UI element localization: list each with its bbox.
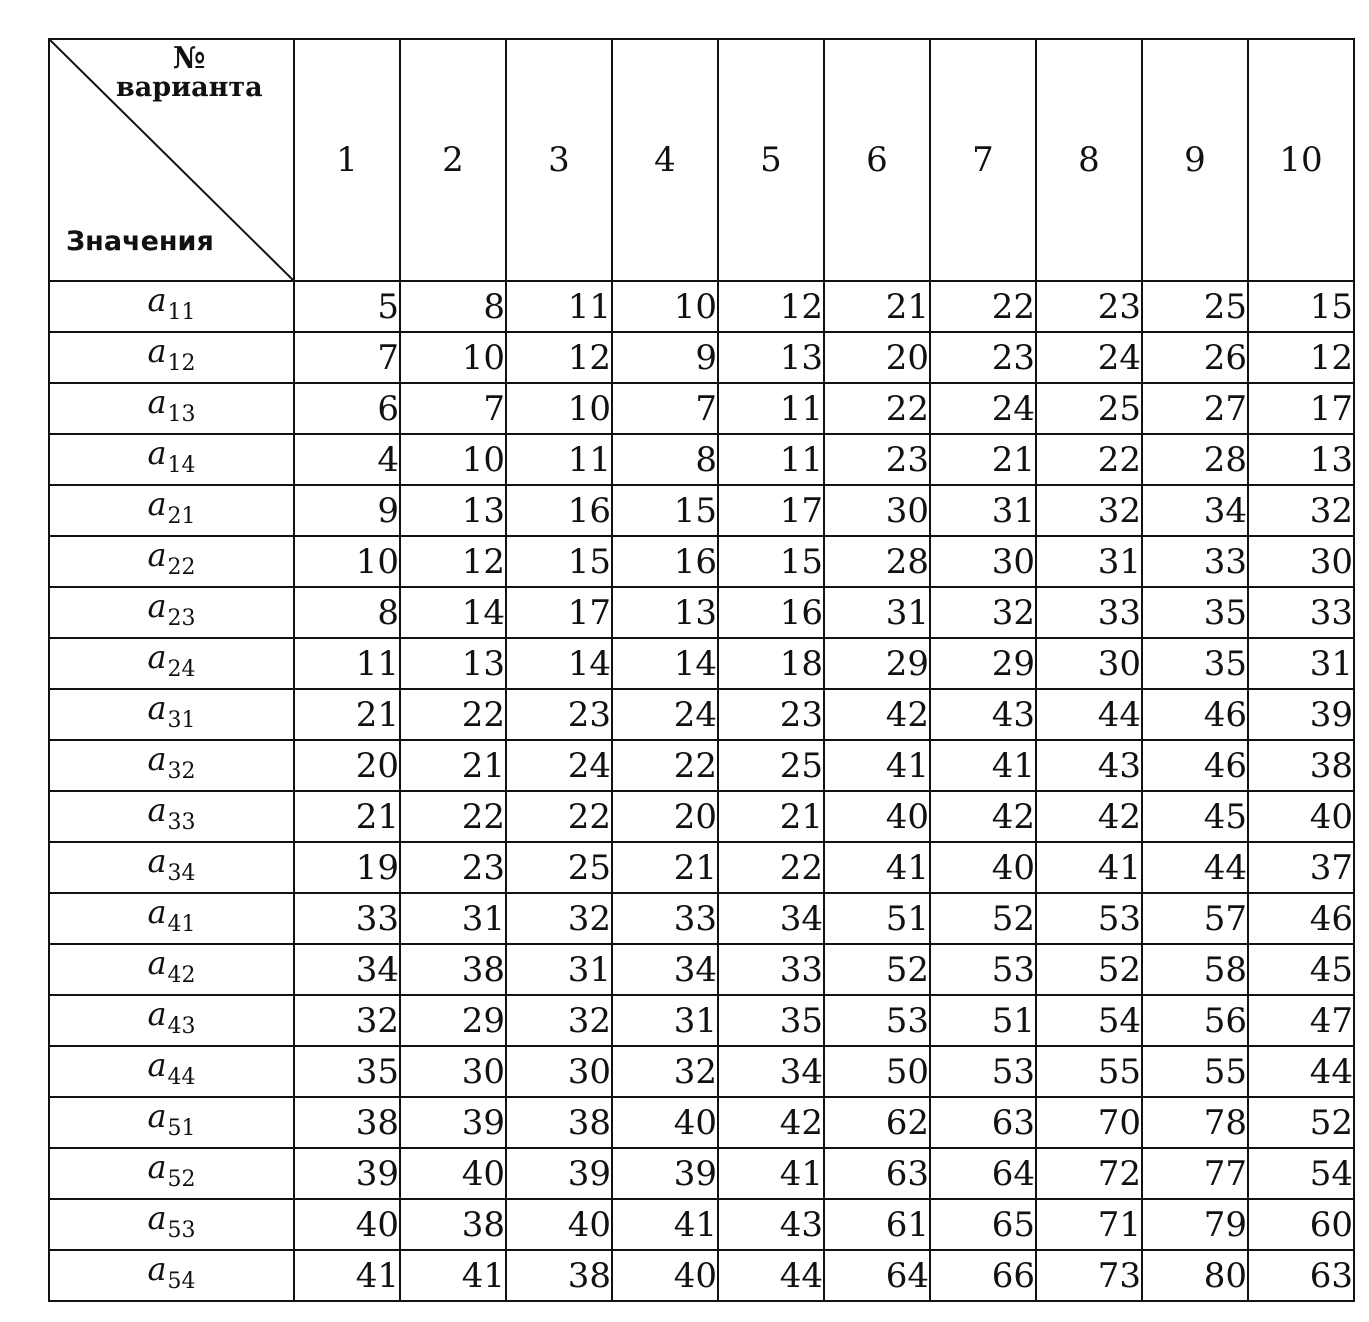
value-cell: 77 (1142, 1148, 1248, 1199)
row-label-subscript: 54 (167, 1269, 196, 1294)
value-cell: 58 (1142, 944, 1248, 995)
table-row (49, 944, 1354, 995)
value-cell: 31 (400, 893, 506, 944)
row-label (49, 944, 294, 995)
value-cell: 51 (824, 893, 930, 944)
value-cell: 21 (400, 740, 506, 791)
value-cell: 30 (1036, 638, 1142, 689)
value-cell: 33 (612, 893, 718, 944)
value-cell: 12 (400, 536, 506, 587)
value-cell: 39 (294, 1148, 400, 1199)
value-cell: 55 (1142, 1046, 1248, 1097)
value-cell: 22 (1036, 434, 1142, 485)
value-cell: 40 (506, 1199, 612, 1250)
value-cell: 15 (612, 485, 718, 536)
row-label-subscript: 14 (167, 453, 196, 478)
value-cell: 5 (294, 281, 400, 332)
table-row (49, 332, 1354, 383)
value-cell: 22 (824, 383, 930, 434)
row-label-base: a (147, 689, 167, 727)
row-label-subscript: 21 (167, 504, 196, 529)
value-cell: 32 (506, 995, 612, 1046)
value-cell: 23 (718, 689, 824, 740)
value-cell: 54 (1248, 1148, 1354, 1199)
value-cell: 65 (930, 1199, 1036, 1250)
value-cell: 40 (930, 842, 1036, 893)
value-cell: 21 (294, 791, 400, 842)
variant-header-3: 3 (506, 39, 612, 281)
value-cell: 17 (506, 587, 612, 638)
value-cell: 41 (400, 1250, 506, 1301)
row-label-subscript: 51 (167, 1116, 196, 1141)
value-cell: 66 (930, 1250, 1036, 1301)
table-row (49, 638, 1354, 689)
value-cell: 42 (930, 791, 1036, 842)
row-label-subscript: 12 (167, 351, 196, 376)
row-label-subscript: 52 (167, 1167, 196, 1192)
value-cell: 19 (294, 842, 400, 893)
row-label-base: a (147, 434, 167, 472)
value-cell: 14 (612, 638, 718, 689)
value-cell: 27 (1142, 383, 1248, 434)
value-cell: 15 (718, 536, 824, 587)
value-cell: 80 (1142, 1250, 1248, 1301)
value-cell: 9 (294, 485, 400, 536)
value-cell: 25 (1036, 383, 1142, 434)
table-row (49, 485, 1354, 536)
value-cell: 72 (1036, 1148, 1142, 1199)
value-cell: 43 (718, 1199, 824, 1250)
variant-header-7: 7 (930, 39, 1036, 281)
variant-word: варианта (116, 72, 263, 103)
value-cell: 16 (612, 536, 718, 587)
value-cell: 41 (612, 1199, 718, 1250)
value-cell: 31 (612, 995, 718, 1046)
row-label (49, 485, 294, 536)
value-cell: 23 (824, 434, 930, 485)
value-cell: 23 (506, 689, 612, 740)
table-row (49, 842, 1354, 893)
table-row (49, 1046, 1354, 1097)
value-cell: 15 (506, 536, 612, 587)
value-cell: 16 (506, 485, 612, 536)
value-cell: 14 (400, 587, 506, 638)
value-cell: 18 (718, 638, 824, 689)
value-cell: 12 (1248, 332, 1354, 383)
value-cell: 22 (612, 740, 718, 791)
value-cell: 34 (718, 1046, 824, 1097)
value-cell: 22 (930, 281, 1036, 332)
table-body (49, 281, 1354, 1301)
row-label-subscript: 42 (167, 963, 196, 988)
value-cell: 71 (1036, 1199, 1142, 1250)
value-cell: 30 (1248, 536, 1354, 587)
value-cell: 38 (506, 1097, 612, 1148)
value-cell: 54 (1036, 995, 1142, 1046)
value-cell: 64 (930, 1148, 1036, 1199)
table-row (49, 536, 1354, 587)
value-cell: 33 (294, 893, 400, 944)
value-cell: 53 (930, 944, 1036, 995)
value-cell: 11 (506, 434, 612, 485)
variant-header-5: 5 (718, 39, 824, 281)
value-cell: 34 (1142, 485, 1248, 536)
value-cell: 38 (400, 944, 506, 995)
row-label-base: a (147, 1148, 167, 1186)
row-label (49, 842, 294, 893)
value-cell: 20 (612, 791, 718, 842)
row-label-base: a (147, 893, 167, 931)
value-cell: 38 (400, 1199, 506, 1250)
row-label-subscript: 13 (167, 402, 196, 427)
corner-header-cell (49, 39, 294, 281)
value-cell: 41 (930, 740, 1036, 791)
value-cell: 33 (1036, 587, 1142, 638)
value-cell: 30 (824, 485, 930, 536)
value-cell: 11 (506, 281, 612, 332)
value-cell: 44 (1248, 1046, 1354, 1097)
row-label-subscript: 23 (167, 606, 196, 631)
variant-header-8: 8 (1036, 39, 1142, 281)
row-label-base: a (147, 944, 167, 982)
value-cell: 52 (930, 893, 1036, 944)
row-label-subscript: 33 (167, 810, 196, 835)
value-cell: 20 (294, 740, 400, 791)
value-cell: 16 (718, 587, 824, 638)
value-cell: 11 (718, 383, 824, 434)
value-cell: 52 (1036, 944, 1142, 995)
value-cell: 24 (612, 689, 718, 740)
table-row (49, 791, 1354, 842)
value-cell: 21 (612, 842, 718, 893)
row-label-base: a (147, 485, 167, 523)
row-label-base: a (147, 1097, 167, 1135)
value-cell: 20 (824, 332, 930, 383)
value-cell: 41 (1036, 842, 1142, 893)
value-cell: 22 (718, 842, 824, 893)
value-cell: 8 (612, 434, 718, 485)
value-cell: 9 (612, 332, 718, 383)
value-cell: 79 (1142, 1199, 1248, 1250)
value-cell: 25 (1142, 281, 1248, 332)
value-cell: 13 (1248, 434, 1354, 485)
value-cell: 25 (506, 842, 612, 893)
row-label-base: a (147, 587, 167, 625)
row-label (49, 536, 294, 587)
value-cell: 12 (718, 281, 824, 332)
value-cell: 10 (400, 332, 506, 383)
row-label-base: a (147, 536, 167, 574)
value-cell: 4 (294, 434, 400, 485)
value-cell: 33 (1248, 587, 1354, 638)
row-label-base: a (147, 740, 167, 778)
value-cell: 43 (1036, 740, 1142, 791)
row-label (49, 383, 294, 434)
value-cell: 30 (400, 1046, 506, 1097)
value-cell: 53 (1036, 893, 1142, 944)
table-row (49, 689, 1354, 740)
row-label-subscript: 32 (167, 759, 196, 784)
value-cell: 8 (294, 587, 400, 638)
value-cell: 39 (400, 1097, 506, 1148)
row-label-subscript: 34 (167, 861, 196, 886)
value-cell: 24 (1036, 332, 1142, 383)
value-cell: 7 (400, 383, 506, 434)
value-cell: 51 (930, 995, 1036, 1046)
value-cell: 41 (718, 1148, 824, 1199)
value-cell: 31 (1036, 536, 1142, 587)
row-label (49, 434, 294, 485)
table-row (49, 1199, 1354, 1250)
row-label-base: a (147, 842, 167, 880)
value-cell: 29 (824, 638, 930, 689)
value-cell: 50 (824, 1046, 930, 1097)
value-cell: 15 (1248, 281, 1354, 332)
value-cell: 31 (930, 485, 1036, 536)
row-label-base: a (147, 1250, 167, 1288)
variant-number-caption (116, 41, 263, 103)
value-cell: 40 (400, 1148, 506, 1199)
value-cell: 12 (506, 332, 612, 383)
value-cell: 61 (824, 1199, 930, 1250)
variant-header-6: 6 (824, 39, 930, 281)
value-cell: 35 (718, 995, 824, 1046)
value-cell: 26 (1142, 332, 1248, 383)
row-label (49, 638, 294, 689)
value-cell: 30 (506, 1046, 612, 1097)
value-cell: 55 (1036, 1046, 1142, 1097)
row-label-base: a (147, 791, 167, 829)
table-row (49, 383, 1354, 434)
value-cell: 10 (400, 434, 506, 485)
header-row (49, 39, 1354, 281)
value-cell: 56 (1142, 995, 1248, 1046)
variant-header-2: 2 (400, 39, 506, 281)
row-label (49, 281, 294, 332)
value-cell: 14 (506, 638, 612, 689)
variant-header-4: 4 (612, 39, 718, 281)
value-cell: 28 (824, 536, 930, 587)
value-cell: 13 (400, 485, 506, 536)
row-label-subscript: 24 (167, 657, 196, 682)
value-cell: 41 (824, 842, 930, 893)
value-cell: 23 (400, 842, 506, 893)
value-cell: 43 (930, 689, 1036, 740)
row-label-subscript: 11 (167, 300, 196, 325)
table-row (49, 281, 1354, 332)
row-label (49, 1250, 294, 1301)
value-cell: 29 (400, 995, 506, 1046)
value-cell: 39 (1248, 689, 1354, 740)
value-cell: 44 (1036, 689, 1142, 740)
value-cell: 46 (1142, 689, 1248, 740)
value-cell: 33 (718, 944, 824, 995)
value-cell: 35 (1142, 587, 1248, 638)
value-cell: 40 (824, 791, 930, 842)
values-table-container (48, 38, 1355, 1302)
value-cell: 64 (824, 1250, 930, 1301)
value-cell: 13 (400, 638, 506, 689)
value-cell: 42 (824, 689, 930, 740)
row-label (49, 1199, 294, 1250)
value-cell: 34 (718, 893, 824, 944)
value-cell: 46 (1142, 740, 1248, 791)
value-cell: 44 (718, 1250, 824, 1301)
value-cell: 8 (400, 281, 506, 332)
value-cell: 63 (824, 1148, 930, 1199)
row-label-base: a (147, 383, 167, 421)
row-label-base: a (147, 281, 167, 319)
row-label-subscript: 22 (167, 555, 196, 580)
value-cell: 78 (1142, 1097, 1248, 1148)
value-cell: 35 (294, 1046, 400, 1097)
row-label-base: a (147, 1199, 167, 1237)
value-cell: 38 (1248, 740, 1354, 791)
value-cell: 63 (1248, 1250, 1354, 1301)
value-cell: 24 (506, 740, 612, 791)
value-cell: 39 (506, 1148, 612, 1199)
row-label (49, 740, 294, 791)
value-cell: 31 (1248, 638, 1354, 689)
value-cell: 17 (718, 485, 824, 536)
value-cell: 6 (294, 383, 400, 434)
value-cell: 60 (1248, 1199, 1354, 1250)
value-cell: 32 (1036, 485, 1142, 536)
value-cell: 10 (612, 281, 718, 332)
value-cell: 32 (612, 1046, 718, 1097)
value-cell: 11 (718, 434, 824, 485)
value-cell: 22 (400, 791, 506, 842)
table-row (49, 893, 1354, 944)
row-label (49, 791, 294, 842)
row-label (49, 587, 294, 638)
variant-header-9: 9 (1142, 39, 1248, 281)
value-cell: 38 (506, 1250, 612, 1301)
value-cell: 32 (930, 587, 1036, 638)
values-caption: Значения (66, 226, 214, 257)
row-label (49, 995, 294, 1046)
row-label-base: a (147, 638, 167, 676)
row-label (49, 689, 294, 740)
value-cell: 13 (718, 332, 824, 383)
row-label (49, 1097, 294, 1148)
value-cell: 25 (718, 740, 824, 791)
row-label-base: a (147, 995, 167, 1033)
value-cell: 52 (824, 944, 930, 995)
value-cell: 40 (1248, 791, 1354, 842)
value-cell: 35 (1142, 638, 1248, 689)
row-label (49, 1046, 294, 1097)
value-cell: 53 (930, 1046, 1036, 1097)
value-cell: 32 (506, 893, 612, 944)
value-cell: 21 (294, 689, 400, 740)
table-row (49, 434, 1354, 485)
value-cell: 41 (824, 740, 930, 791)
value-cell: 62 (824, 1097, 930, 1148)
variant-header-1: 1 (294, 39, 400, 281)
value-cell: 38 (294, 1097, 400, 1148)
value-cell: 24 (930, 383, 1036, 434)
table-row (49, 1250, 1354, 1301)
value-cell: 23 (1036, 281, 1142, 332)
row-label (49, 1148, 294, 1199)
value-cell: 17 (1248, 383, 1354, 434)
value-cell: 34 (294, 944, 400, 995)
value-cell: 32 (294, 995, 400, 1046)
row-label-subscript: 44 (167, 1065, 196, 1090)
variant-header-10: 10 (1248, 39, 1354, 281)
value-cell: 10 (294, 536, 400, 587)
value-cell: 34 (612, 944, 718, 995)
value-cell: 40 (612, 1250, 718, 1301)
table-row (49, 1148, 1354, 1199)
value-cell: 33 (1142, 536, 1248, 587)
value-cell: 70 (1036, 1097, 1142, 1148)
value-cell: 23 (930, 332, 1036, 383)
value-cell: 7 (612, 383, 718, 434)
value-cell: 45 (1142, 791, 1248, 842)
value-cell: 41 (294, 1250, 400, 1301)
value-cell: 11 (294, 638, 400, 689)
value-cell: 31 (506, 944, 612, 995)
row-label-subscript: 43 (167, 1014, 196, 1039)
value-cell: 40 (612, 1097, 718, 1148)
value-cell: 57 (1142, 893, 1248, 944)
value-cell: 13 (612, 587, 718, 638)
table-row (49, 587, 1354, 638)
value-cell: 73 (1036, 1250, 1142, 1301)
value-cell: 21 (824, 281, 930, 332)
row-label-subscript: 41 (167, 912, 196, 937)
row-label (49, 332, 294, 383)
table-row (49, 1097, 1354, 1148)
value-cell: 46 (1248, 893, 1354, 944)
values-table (48, 38, 1355, 1302)
value-cell: 45 (1248, 944, 1354, 995)
table-row (49, 995, 1354, 1046)
row-label-subscript: 53 (167, 1218, 196, 1243)
value-cell: 47 (1248, 995, 1354, 1046)
value-cell: 37 (1248, 842, 1354, 893)
row-label-subscript: 31 (167, 708, 196, 733)
number-sign: № (173, 41, 206, 76)
row-label-base: a (147, 332, 167, 370)
value-cell: 29 (930, 638, 1036, 689)
value-cell: 52 (1248, 1097, 1354, 1148)
value-cell: 21 (930, 434, 1036, 485)
value-cell: 10 (506, 383, 612, 434)
value-cell: 32 (1248, 485, 1354, 536)
value-cell: 63 (930, 1097, 1036, 1148)
table-row (49, 740, 1354, 791)
value-cell: 39 (612, 1148, 718, 1199)
value-cell: 7 (294, 332, 400, 383)
value-cell: 42 (1036, 791, 1142, 842)
value-cell: 30 (930, 536, 1036, 587)
row-label (49, 893, 294, 944)
value-cell: 53 (824, 995, 930, 1046)
value-cell: 22 (506, 791, 612, 842)
row-label-base: a (147, 1046, 167, 1084)
value-cell: 28 (1142, 434, 1248, 485)
value-cell: 40 (294, 1199, 400, 1250)
value-cell: 31 (824, 587, 930, 638)
value-cell: 42 (718, 1097, 824, 1148)
value-cell: 21 (718, 791, 824, 842)
value-cell: 44 (1142, 842, 1248, 893)
value-cell: 22 (400, 689, 506, 740)
